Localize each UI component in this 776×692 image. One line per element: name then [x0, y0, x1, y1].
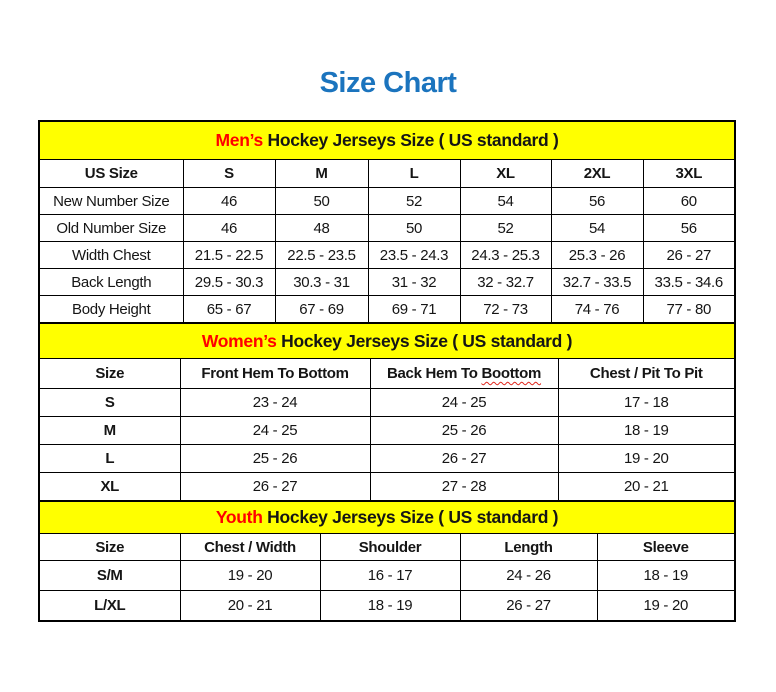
cell-value: 18 - 19 — [320, 591, 460, 622]
page-title: Size Chart — [319, 67, 457, 99]
youth-title-rest: Hockey Jerseys Size ( US standard ) — [262, 507, 559, 527]
cell-value: 19 - 20 — [558, 445, 735, 473]
size-chart-tables — [38, 120, 734, 622]
row-label: Old Number Size — [39, 215, 183, 242]
cell-value: 48 — [275, 215, 368, 242]
cell-value: 23 - 24 — [180, 389, 370, 417]
row-label: XL — [39, 473, 180, 502]
cell-value: 50 — [275, 188, 368, 215]
table-row — [39, 188, 735, 215]
mens-col-us-size: US Size — [39, 160, 183, 188]
cell-value: 29.5 - 30.3 — [183, 269, 275, 296]
mens-highlight-word: Men’s — [215, 130, 263, 150]
row-label: L — [39, 445, 180, 473]
womens-col-chest: Chest / Pit To Pit — [558, 359, 735, 389]
cell-value: 24 - 26 — [460, 561, 597, 591]
cell-value: 20 - 21 — [180, 591, 320, 622]
table-row — [39, 242, 735, 269]
cell-value: 20 - 21 — [558, 473, 735, 502]
row-label: Body Height — [39, 296, 183, 324]
cell-value: 18 - 19 — [597, 561, 735, 591]
table-row — [39, 215, 735, 242]
womens-col-back-hem — [370, 359, 558, 389]
table-row — [39, 269, 735, 296]
table-row — [39, 591, 735, 622]
cell-value: 18 - 19 — [558, 417, 735, 445]
cell-value: 25 - 26 — [180, 445, 370, 473]
cell-value: 30.3 - 31 — [275, 269, 368, 296]
mens-col-3xl: 3XL — [643, 160, 735, 188]
mens-title-rest: Hockey Jerseys Size ( US standard ) — [262, 130, 559, 150]
mens-col-l: L — [368, 160, 460, 188]
mens-size-table — [38, 120, 736, 324]
mens-col-xl: XL — [460, 160, 551, 188]
mens-col-2xl: 2XL — [551, 160, 643, 188]
row-label: S — [39, 389, 180, 417]
row-label: Width Chest — [39, 242, 183, 269]
cell-value: 31 - 32 — [368, 269, 460, 296]
cell-value: 26 - 27 — [643, 242, 735, 269]
table-row — [39, 445, 735, 473]
cell-value: 54 — [460, 188, 551, 215]
cell-value: 32 - 32.7 — [460, 269, 551, 296]
cell-value: 74 - 76 — [551, 296, 643, 324]
cell-value: 25.3 - 26 — [551, 242, 643, 269]
youth-header-row — [39, 534, 735, 561]
cell-value: 67 - 69 — [275, 296, 368, 324]
table-row — [39, 417, 735, 445]
cell-value: 26 - 27 — [180, 473, 370, 502]
cell-value: 69 - 71 — [368, 296, 460, 324]
cell-value: 46 — [183, 188, 275, 215]
youth-section-band — [39, 501, 735, 534]
cell-value: 46 — [183, 215, 275, 242]
cell-value: 56 — [551, 188, 643, 215]
cell-value: 24 - 25 — [180, 417, 370, 445]
cell-value: 16 - 17 — [320, 561, 460, 591]
row-label: M — [39, 417, 180, 445]
mens-col-s: S — [183, 160, 275, 188]
cell-value: 24.3 - 25.3 — [460, 242, 551, 269]
row-label: S/M — [39, 561, 180, 591]
cell-value: 25 - 26 — [370, 417, 558, 445]
cell-value: 54 — [551, 215, 643, 242]
cell-value: 26 - 27 — [370, 445, 558, 473]
mens-header-row — [39, 160, 735, 188]
youth-col-size: Size — [39, 534, 180, 561]
youth-col-shoulder: Shoulder — [320, 534, 460, 561]
back-hem-prefix: Back Hem To — [386, 365, 482, 382]
youth-section-title — [39, 501, 735, 534]
womens-section-band — [39, 323, 735, 359]
womens-highlight-word: Women’s — [201, 330, 277, 351]
cell-value: 50 — [368, 215, 460, 242]
cell-value: 32.7 - 33.5 — [551, 269, 643, 296]
cell-value: 23.5 - 24.3 — [368, 242, 460, 269]
womens-header-row — [39, 359, 735, 389]
mens-section-band — [39, 121, 735, 160]
cell-value: 19 - 20 — [597, 591, 735, 622]
cell-value: 52 — [460, 215, 551, 242]
cell-value: 60 — [643, 188, 735, 215]
cell-value: 33.5 - 34.6 — [643, 269, 735, 296]
row-label: New Number Size — [39, 188, 183, 215]
table-row — [39, 473, 735, 502]
cell-value: 72 - 73 — [460, 296, 551, 324]
womens-col-size: Size — [39, 359, 180, 389]
womens-col-front-hem: Front Hem To Bottom — [180, 359, 370, 389]
row-label: Back Length — [39, 269, 183, 296]
table-row — [39, 389, 735, 417]
cell-value: 19 - 20 — [180, 561, 320, 591]
womens-section-title — [39, 323, 735, 359]
cell-value: 27 - 28 — [370, 473, 558, 502]
cell-value: 22.5 - 23.5 — [275, 242, 368, 269]
back-hem-misspelled-word: Boottom — [481, 365, 542, 382]
youth-highlight-word: Youth — [215, 507, 263, 527]
mens-section-title — [39, 121, 735, 160]
mens-col-m: M — [275, 160, 368, 188]
youth-col-chest-width: Chest / Width — [180, 534, 320, 561]
row-label: L/XL — [39, 591, 180, 622]
cell-value: 21.5 - 22.5 — [183, 242, 275, 269]
cell-value: 77 - 80 — [643, 296, 735, 324]
cell-value: 65 - 67 — [183, 296, 275, 324]
cell-value: 56 — [643, 215, 735, 242]
cell-value: 24 - 25 — [370, 389, 558, 417]
table-row — [39, 561, 735, 591]
youth-col-sleeve: Sleeve — [597, 534, 735, 561]
cell-value: 17 - 18 — [558, 389, 735, 417]
youth-size-table — [38, 500, 736, 622]
womens-title-rest: Hockey Jerseys Size ( US standard ) — [276, 330, 573, 351]
table-row — [39, 296, 735, 324]
cell-value: 52 — [368, 188, 460, 215]
cell-value: 26 - 27 — [460, 591, 597, 622]
womens-size-table — [38, 322, 736, 502]
youth-col-length: Length — [460, 534, 597, 561]
